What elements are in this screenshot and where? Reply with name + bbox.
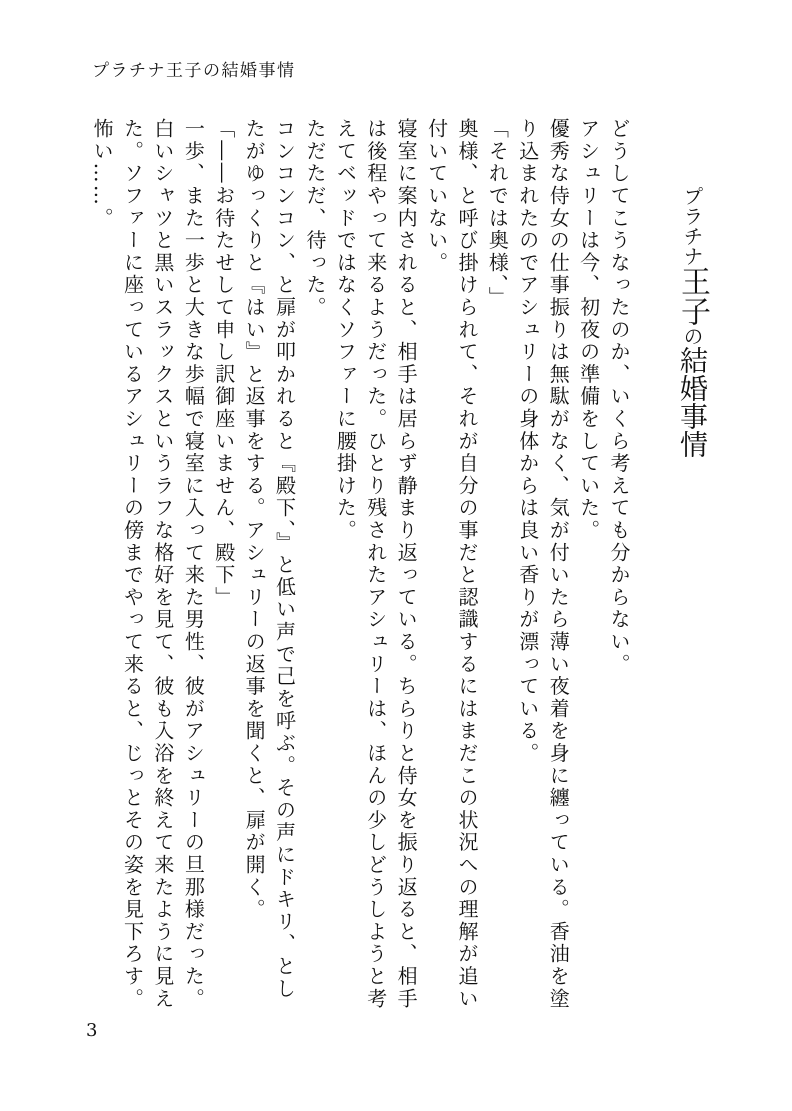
paragraph: アシュリーは今、初夜の準備をしていた。: [576, 118, 601, 542]
paragraph: 白いシャツと黒いスラックスというラフな格好を見て、彼も入浴を終えて来たように見えた。ソファーに座っているアシュリーの傍までやって来ると、じっとその姿を見下ろす。: [120, 118, 175, 1010]
paragraph: 寝室に案内されると、相手は居らず静まり返っている。ちらりと侍女を振り返ると、相手は後程やって来るようだった。ひとり残されたアシュリーは、ほんの少しどうしようと考えてベッドではなくソファーに腰掛けた。: [333, 118, 419, 1010]
paragraph: コンコンコン、と扉が叩かれると『殿下、』と低い声で己を呼ぶ。その声にドキリ、としたがゆっくりと『はい』と返事をする。アシュリーの返事を聞くと、扉が開く。: [242, 118, 297, 1000]
book-title-part: 結婚事情: [676, 346, 709, 458]
paragraph: 奥様、と呼び掛けられて、それが自分の事だと認識するにはまだこの状況への理解が追い付いていない。: [424, 118, 479, 1010]
paragraph: どうしてこうなったのか、いくら考えても分からない。: [607, 118, 631, 676]
paragraph: 一歩、また一歩と大きな歩幅で寝室に入って来た男性、彼がアシュリーの旦那様だった。: [181, 118, 206, 1010]
paragraph: 怖い……。: [90, 118, 115, 230]
paragraph: 「――お待たせして申し訳御座いません、殿下」: [211, 118, 236, 609]
paragraph: 優秀な侍女の仕事振りは無駄がなく、気が付いたら薄い夜着を身に纏っている。香油を塗り込まれたのでアシュリーの身体からは良い香りが漂っている。: [515, 118, 571, 1010]
page-number: 3: [86, 1020, 98, 1041]
paragraph: 「それでは奥様、」: [485, 118, 510, 309]
book-title-part: の: [680, 326, 704, 346]
book-title-part: プラチナ: [680, 186, 704, 266]
paragraph: ただただ、待った。: [302, 118, 327, 319]
book-title: [675, 186, 710, 458]
book-title-part: 王子: [675, 266, 710, 326]
body-text: [87, 118, 634, 1012]
running-header: プラチナ王子の結婚事情: [92, 61, 296, 81]
